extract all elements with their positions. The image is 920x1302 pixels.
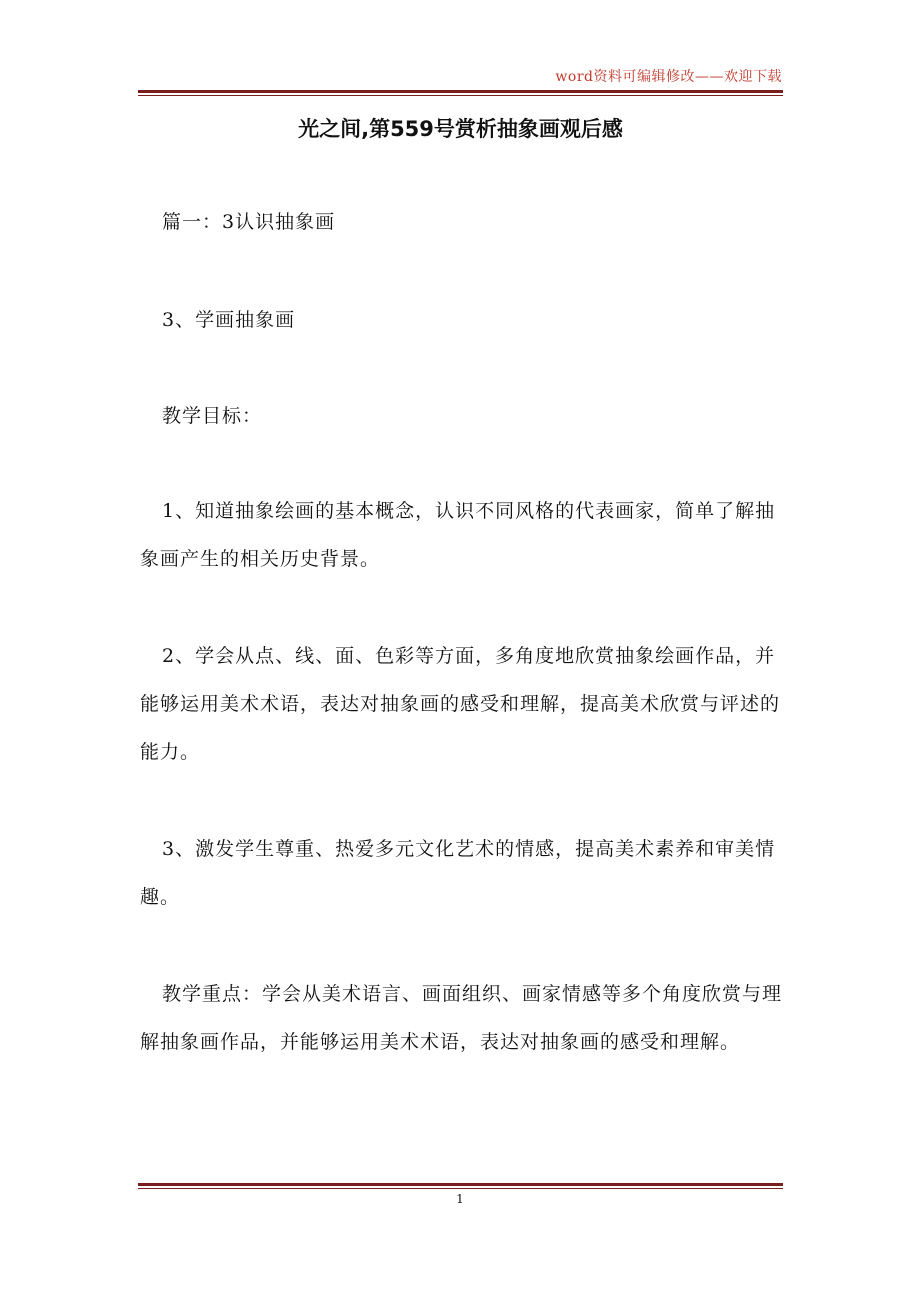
paragraph-key-points: 教学重点：学会从美术语言、画面组织、画家情感等多个角度欣赏与理解抽象画作品，并能够运用美术术语，表达对抽象画的感受和理解。 xyxy=(140,983,783,1053)
paragraph-section-heading: 篇一：3认识抽象画 xyxy=(162,211,336,233)
footer-rule xyxy=(138,1183,783,1189)
paragraph-objective-1: 1、知道抽象绘画的基本概念，认识不同风格的代表画家，简单了解抽象画产生的相关历史背景。 xyxy=(140,500,776,570)
footer-rule-thin xyxy=(138,1188,783,1189)
paragraph-objective-3: 3、激发学生尊重、热爱多元文化艺术的情感，提高美术素养和审美情趣。 xyxy=(140,838,776,908)
page-number: 1 xyxy=(456,1192,464,1206)
paragraph-lesson-title: 3、学画抽象画 xyxy=(162,309,296,331)
header-rule xyxy=(138,90,783,96)
header-rule-thin xyxy=(138,95,783,96)
paragraph-objective-2: 2、学会从点、线、面、色彩等方面，多角度地欣赏抽象绘画作品，并能够运用美术术语，表达对抽象画的感受和理解，提高美术欣赏与评述的能力。 xyxy=(140,645,781,763)
document-title: 光之间,第559号赏析抽象画观后感 xyxy=(298,117,623,141)
paragraph-objectives-heading: 教学目标： xyxy=(162,405,263,427)
header-note: word资料可编辑修改——欢迎下载 xyxy=(555,69,782,85)
footer-rule-thick xyxy=(138,1183,783,1186)
header-rule-thick xyxy=(138,90,783,93)
